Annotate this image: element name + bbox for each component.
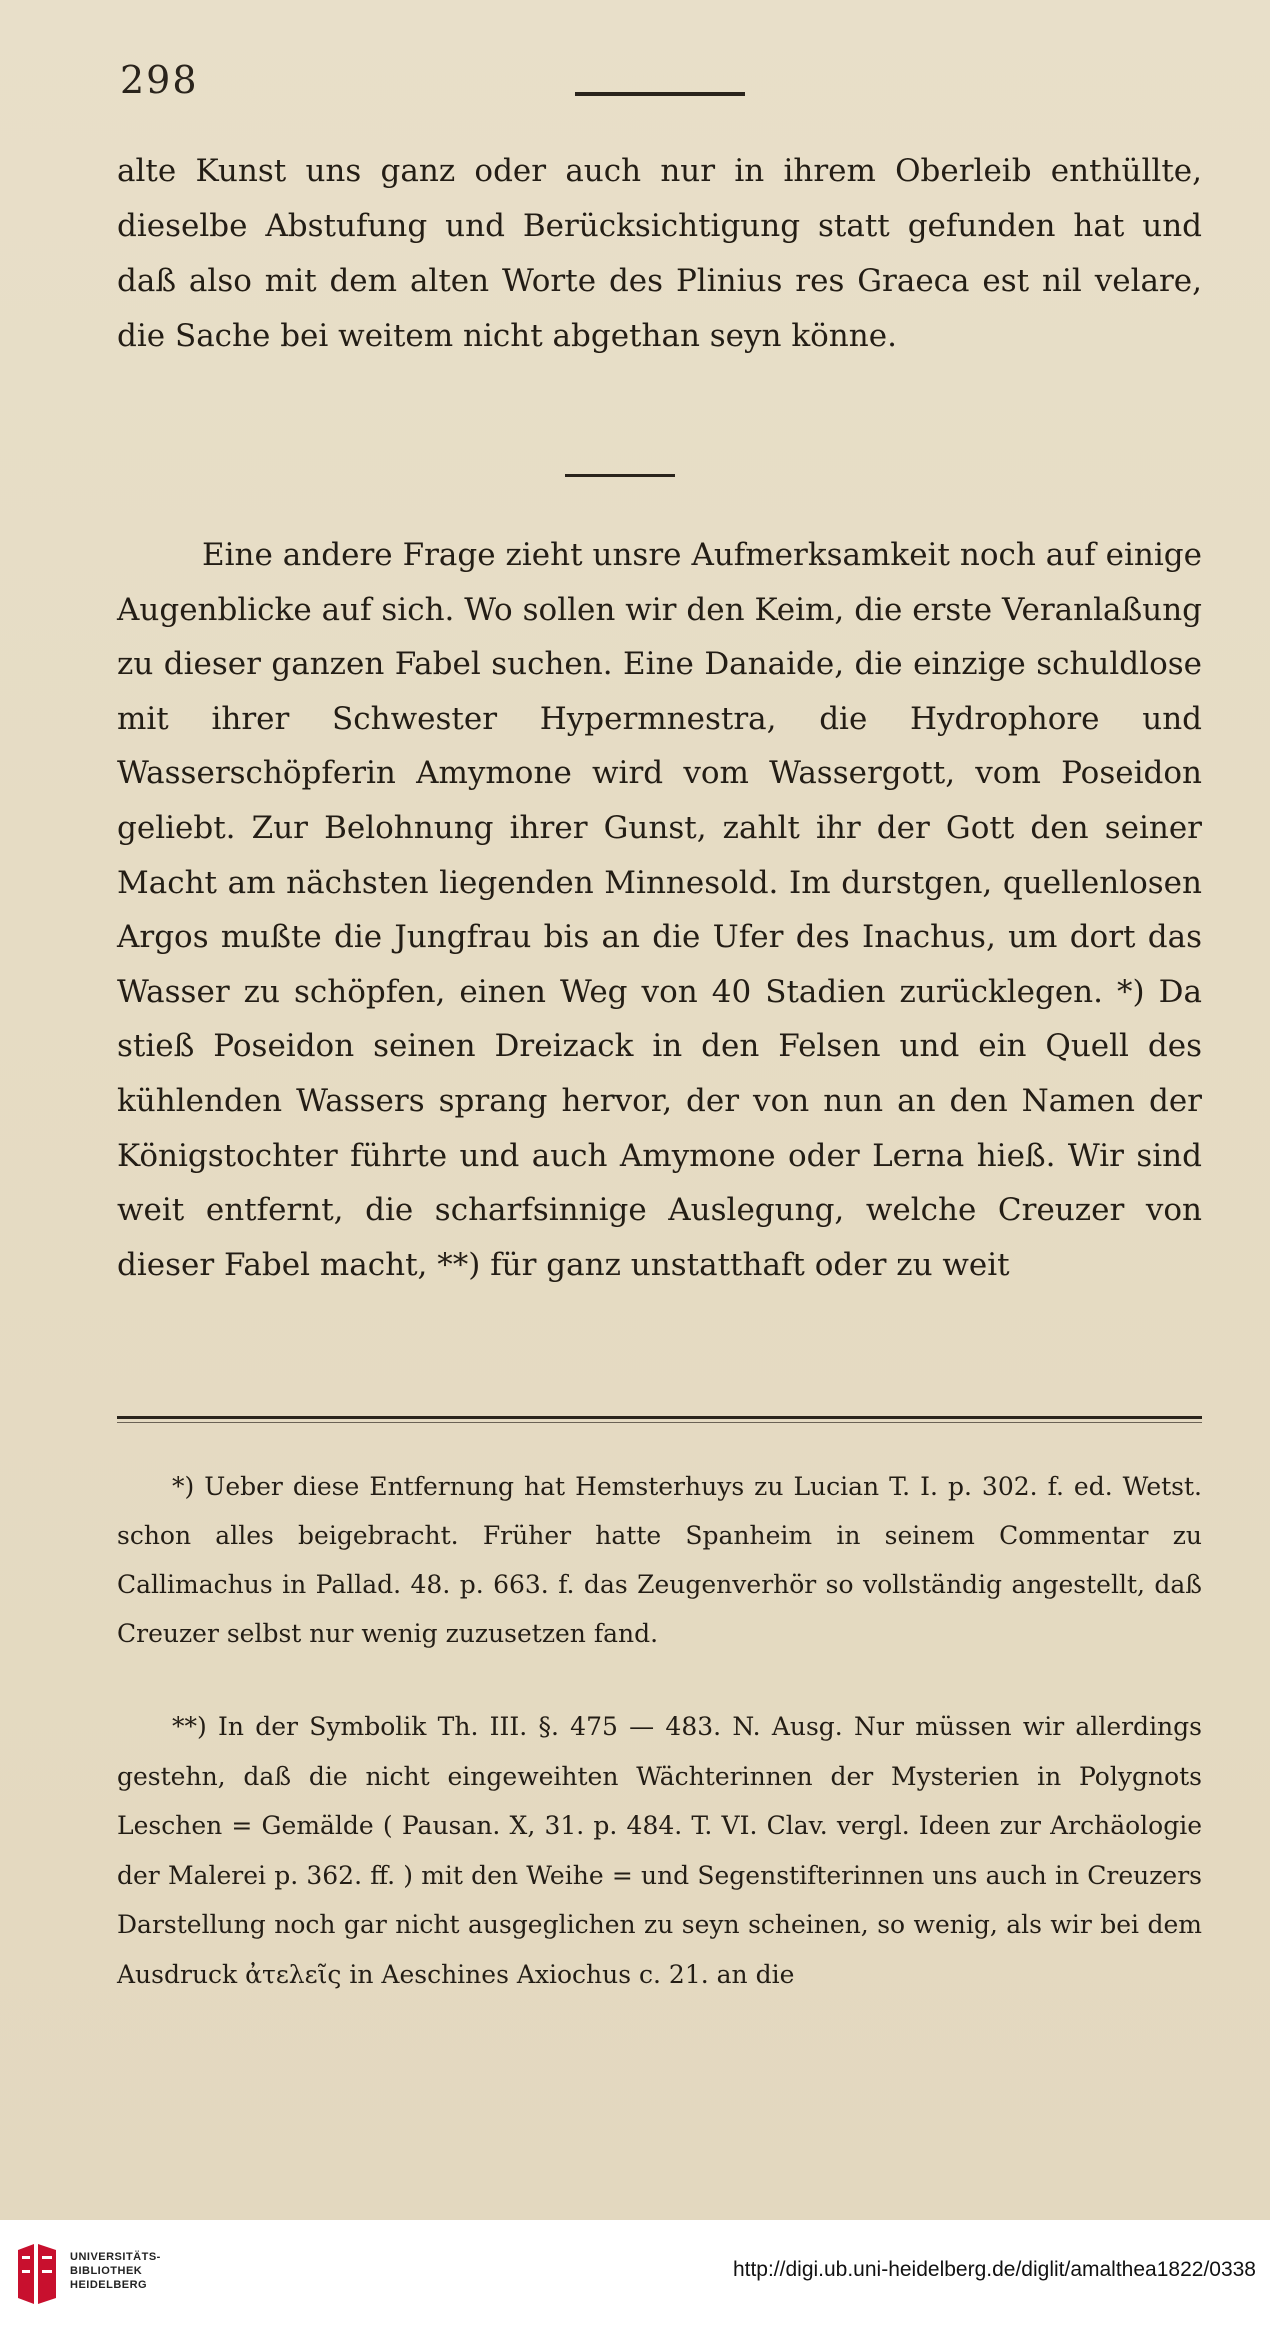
- logo-line-3: HEIDELBERG: [70, 2279, 148, 2291]
- section-divider: [565, 474, 675, 477]
- header-rule: [575, 92, 745, 96]
- university-logo-text: [70, 2250, 161, 2292]
- source-url-link[interactable]: http://digi.ub.uni-heidelberg.de/diglit/amalthea1822/0338: [732, 2258, 1256, 2281]
- footnote-rule-thin: [117, 1422, 1202, 1423]
- paragraph-1: alte Kunst uns ganz oder auch nur in ihrem Oberleib enthüllte, dieselbe Abstufung und Berücksichtigung statt gefunden hat und daß also mit dem alten Worte des Plinius res Graeca est nil velare, die Sache bei weitem nicht abgethan seyn könne.: [117, 153, 1202, 354]
- logo-line-1: UNIVERSITÄTS-: [70, 2251, 161, 2263]
- footnote-1: *) Ueber diese Entfernung hat Hemsterhuys zu Lucian T. I. p. 302. f. ed. Wetst. schon alles beigebracht. Früher hatte Spanheim in seinem Commentar zu Callimachus in Pallad. 48. p. 663. f. das Zeugenverhör so vollständig angestellt, daß Creuzer selbst nur wenig zuzusetzen fand.: [117, 1472, 1202, 1648]
- university-logo-icon: [14, 2242, 60, 2308]
- footnote-2: **) In der Symbolik Th. III. §. 475 — 483. N. Ausg. Nur müssen wir allerdings gestehn, daß die nicht eingeweihten Wächterinnen der Mysterien in Polygnots Leschen = Gemälde ( Pausan. X, 31. p. 484. T. VI. Clav. vergl. Ideen zur Archäologie der Malerei p. 362. ff. ) mit den Weihe = und Segenstifterinnen uns auch in Creuzers Darstellung noch gar nicht ausgeglichen zu seyn scheinen, so wenig, als wir bei dem Ausdruck ἀτελεῖς in Aeschines Axiochus c. 21. an die: [117, 1712, 1202, 1989]
- logo-line-2: BIBLIOTHEK: [70, 2265, 143, 2277]
- viewer-footer: [0, 2220, 1270, 2328]
- footnote-rule: [117, 1416, 1202, 1419]
- paragraph-2: Eine andere Frage zieht unsre Aufmerksamkeit noch auf einige Augenblicke auf sich. Wo sollen wir den Keim, die erste Veranlaßung zu dieser ganzen Fabel suchen. Eine Danaide, die einzige schuldlose mit ihrer Schwester Hypermnestra, die Hydrophore und Wasserschöpferin Amymone wird vom Wassergott, vom Poseidon geliebt. Zur Belohnung ihrer Gunst, zahlt ihr der Gott den seiner Macht am nächsten liegenden Minnesold. Im durstgen, quellenlosen Argos mußte die Jungfrau bis an die Ufer des Inachus, um dort das Wasser zu schöpfen, einen Weg von 40 Stadien zurücklegen. *) Da stieß Poseidon seinen Dreizack in den Felsen und ein Quell des kühlenden Wassers sprang hervor, der von nun an den Namen der Königstochter führte und auch Amymone oder Lerna hieß. Wir sind weit entfernt, die scharfsinnige Auslegung, welche Creuzer von dieser Fabel macht, **) für ganz unstatthaft oder zu weit: [117, 537, 1202, 1283]
- page-number: 298: [120, 58, 199, 102]
